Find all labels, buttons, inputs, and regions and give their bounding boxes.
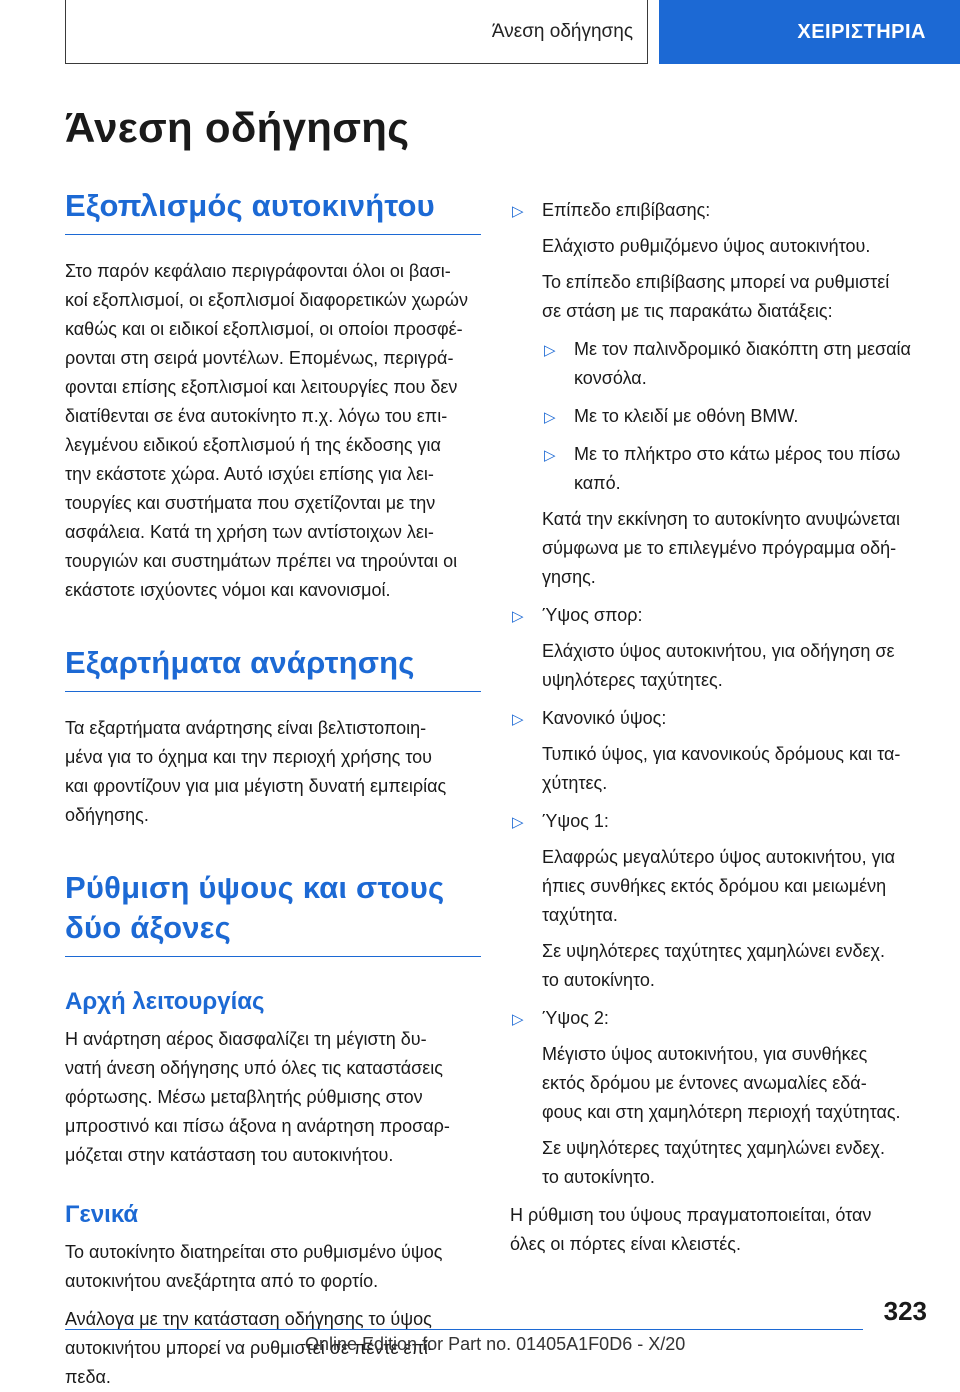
- list-item-normal-height: ▷ Κανονικό ύψος: Τυπικό ύψος, για κανονικούς δρόμους και τα‐ χύτητες.: [510, 704, 930, 798]
- page-number: 323: [883, 1296, 927, 1326]
- item-title: Επίπεδο επιβίβασης:: [542, 200, 711, 220]
- heading-height-adjustment: Ρύθμιση ύψους και στους δύο άξονες: [65, 868, 481, 957]
- bullet-triangle-icon: ▷: [512, 203, 524, 220]
- bullet-triangle-icon: ▷: [544, 342, 556, 359]
- suspension-components-paragraph: Τα εξαρτήματα ανάρτησης είναι βελτιστοποιη‐ μένα για το όχημα και την περιοχή χρήσης του και φροντίζουν για μια μέγιστη δυνατή εμπειρίας οδήγησης.: [65, 718, 447, 825]
- footer-divider: [65, 1329, 863, 1330]
- heading-vehicle-equipment: Εξοπλισμός αυτοκινήτου: [65, 186, 481, 235]
- general-paragraph-1: Το αυτοκίνητο διατηρείται στο ρυθμισμένο ύψος αυτοκινήτου ανεξάρτητα από το φορτίο.: [65, 1242, 443, 1291]
- heading-suspension-components: Εξαρτήματα ανάρτησης: [65, 643, 481, 692]
- general-paragraph-2: Ανάλογα με την κατάσταση οδήγησης το ύψος αυτοκινήτου μπορεί να ρυθμιστεί σε πέντε επί‐ πεδα.: [65, 1309, 434, 1387]
- bullet-triangle-icon: ▷: [544, 447, 556, 464]
- section-tab: [659, 0, 960, 64]
- left-column: [65, 186, 481, 1392]
- list-item-height-2: ▷ Ύψος 2: Μέγιστο ύψος αυτοκινήτου, για συνθήκες εκτός δρόμου με έντονες ανωμαλίες εδά‐ φους και στη χαμηλότερη περιοχή ταχύτητας. Σε υψηλότερες ταχύτητες χαμηλώνει ενδεχ. το αυτοκίνητο.: [510, 1004, 930, 1192]
- vehicle-equipment-paragraph: Στο παρόν κεφάλαιο περιγράφονται όλοι οι βασι‐ κοί εξοπλισμοί, οι εξοπλισμοί διαφορετικών χωρών καθώς και οι ειδικοί εξοπλισμοί, οι οποίοι προσφέ‐ ρονται στη σειρά μοντέλων. Επομένως, περιγρά‐ φονται επίσης εξοπλισμοί και λειτουργίες που δεν διατίθενται σε ένα αυτοκίνητο π.χ. λόγω του επι‐ λεγμένου ειδικού εξοπλισμού ή της έκδοσης για την εκάστοτε χώρα. Αυτό ισχύει επίσης για λει‐ τουργίες και συστήματα που σχετίζονται με την ασφάλεια. Κατά τη χρήση των αντίστοιχων λει‐ τουργιών και συστημάτων πρέπει να τηρούνται οι εκάστοτε ισχύοντες νόμοι και κανονισμοί.: [65, 261, 468, 600]
- list-item-sport-height: ▷ Ύψος σπορ: Ελάχιστο ύψος αυτοκινήτου, για οδήγηση σε υψηλότερες ταχύτητες.: [510, 601, 930, 695]
- list-item-entry-level: ▷ Επίπεδο επιβίβασης: Ελάχιστο ρυθμιζόμενο ύψος αυτοκινήτου. Το επίπεδο επιβίβασης μπορεί να ρυθμιστεί σε στάση με τις παρακάτω διατάξεις: ▷ Με τον παλινδρομικό διακόπτη στη μεσαία κονσόλα. ▷ Με το κλειδί με οθόνη BMW. ▷ Με το πλήκτρο στο κάτω μέρος του πίσω καπό. Κατά την εκκίνηση το αυτοκίνητο ανυψώνεται σύμφωνα με το επιλεγμένο πρόγραμμα οδή‐ γησης.: [510, 196, 930, 592]
- chapter-tab: [65, 0, 648, 64]
- principle-paragraph: Η ανάρτηση αέρος διασφαλίζει τη μέγιστη δυ‐ νατή άνεση οδήγησης υπό όλες τις καταστάσεις φόρτωσης. Μέσω μεταβλητής ρύθμισης στον μπροστινό και πίσω άξονα η ανάρτηση προσαρ‐ μόζεται στην κατάσταση του αυτοκινήτου.: [65, 1029, 450, 1165]
- bullet-triangle-icon: ▷: [512, 1011, 524, 1028]
- page-title: Άνεση οδήγησης: [65, 104, 410, 151]
- footer-edition: Online Edition for Part no. 01405A1F0D6 - X/20: [305, 1334, 686, 1354]
- section-tab-label: ΧΕΙΡΙΣΤΗΡΙΑ: [797, 20, 926, 43]
- doors-closed-note: Η ρύθμιση του ύψους πραγματοποιείται, όταν όλες οι πόρτες είναι κλειστές.: [510, 1205, 872, 1254]
- bullet-triangle-icon: ▷: [512, 711, 524, 728]
- bullet-triangle-icon: ▷: [512, 608, 524, 625]
- bullet-triangle-icon: ▷: [544, 409, 556, 426]
- subheading-general: Γενικά: [65, 1201, 139, 1228]
- item-title: Ύψος 2:: [542, 1008, 609, 1028]
- sub-item-tailgate-button: ▷ Με το πλήκτρο στο κάτω μέρος του πίσω καπό.: [542, 440, 930, 498]
- right-column: [510, 196, 930, 1259]
- chapter-tab-label: Άνεση οδήγησης: [491, 20, 633, 42]
- sub-item-rocker-switch: ▷ Με τον παλινδρομικό διακόπτη στη μεσαία κονσόλα.: [542, 335, 930, 393]
- item-title: Κανονικό ύψος:: [542, 708, 667, 728]
- bullet-triangle-icon: ▷: [512, 814, 524, 831]
- item-title: Ύψος 1:: [542, 811, 609, 831]
- list-item-height-1: ▷ Ύψος 1: Ελαφρώς μεγαλύτερο ύψος αυτοκινήτου, για ήπιες συνθήκες εκτός δρόμου και μειωμένη ταχύτητα. Σε υψηλότερες ταχύτητες χαμηλώνει ενδεχ. το αυτοκίνητο.: [510, 807, 930, 995]
- item-title: Ύψος σπορ:: [542, 605, 643, 625]
- subheading-principle: Αρχή λειτουργίας: [65, 988, 265, 1015]
- sub-item-display-key: ▷ Με το κλειδί με οθόνη BMW.: [542, 402, 930, 431]
